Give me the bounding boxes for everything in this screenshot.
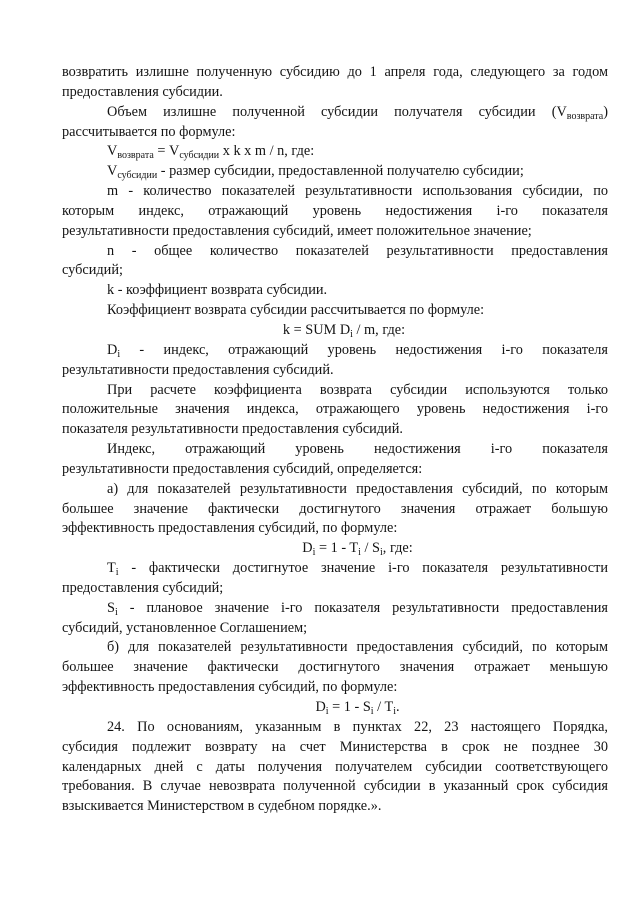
paragraph — [62, 638, 608, 698]
text-run: V — [107, 143, 118, 160]
text-run: = 1 - T — [315, 540, 359, 557]
paragraph — [62, 162, 608, 182]
subscript: субсидии — [117, 170, 158, 182]
subscript: i — [325, 706, 329, 717]
subscript: субсидии — [179, 150, 220, 162]
text-line: субсидий; — [62, 262, 123, 279]
paragraph — [62, 341, 608, 381]
text-run: . — [395, 699, 400, 715]
text-line: Индекс, отражающий уровень недостижения i-го показателя — [107, 441, 608, 458]
paragraph — [62, 480, 608, 540]
subscript: i — [393, 706, 396, 717]
text-line: большее значение фактически достигнутого значения отражает меньшую — [62, 659, 608, 676]
text-run: - размер субсидии, предоставленной получателю субсидии; — [157, 163, 524, 180]
formula-block — [62, 698, 608, 718]
subscript: i — [350, 328, 353, 340]
paragraph — [62, 718, 608, 817]
text-run: / S — [360, 540, 381, 557]
paragraph — [62, 182, 608, 242]
formula-block — [62, 539, 608, 559]
text-line: которым индекс, отражающий уровень недостижения i-го показателя — [62, 202, 608, 219]
text-line: m - количество показателей результативности использования субсидии, по — [107, 183, 608, 200]
formula — [62, 698, 608, 718]
document-page — [62, 63, 608, 817]
text-run: S — [107, 599, 115, 616]
paragraph — [62, 381, 608, 441]
text-line: эффективность предоставления субсидий, по формуле: — [62, 520, 398, 537]
paragraph — [62, 559, 608, 599]
text-run: V — [107, 163, 118, 180]
text-line: требования. В случае невозврата полученной субсидии в указанный срок субсидия — [62, 778, 608, 795]
text-line: 24. По основаниям, указанным в пунктах 22, 23 настоящего Порядка, — [107, 718, 608, 735]
text-run: / T — [373, 699, 394, 715]
subscript: i — [358, 547, 361, 559]
text-run: D — [107, 341, 118, 358]
subscript: i — [114, 606, 118, 618]
text-run: - индекс, отражающий уровень недостижения i-го показателя — [120, 341, 608, 358]
paragraph — [62, 63, 608, 103]
text-run: x k x m / n, где: — [219, 143, 315, 160]
text-line — [62, 599, 608, 619]
text-line: предоставления субсидий; — [62, 579, 224, 596]
text-line: результативности предоставления субсидий, определяется: — [62, 460, 423, 477]
text-run: = 1 - S — [328, 699, 371, 715]
text-run: = V — [153, 143, 180, 160]
text-line: n - общее количество показателей результативности предоставления — [107, 242, 608, 259]
text-run: , где: — [382, 540, 413, 557]
formula — [62, 321, 608, 341]
text-run: D — [302, 540, 313, 557]
subscript: i — [117, 348, 121, 360]
text-line: При расчете коэффициента возврата субсидии используются только — [107, 381, 608, 398]
text-line — [62, 559, 608, 579]
text-run: D — [315, 699, 326, 715]
subscript: возврата — [566, 110, 604, 122]
text-line: субсидий, установленное Соглашением; — [62, 619, 308, 636]
text-line: Коэффициент возврата субсидии рассчитывается по формуле: — [107, 302, 485, 319]
text-run: - плановое значение i-го показателя результативности предоставления — [117, 599, 608, 616]
formula — [62, 142, 608, 162]
text-run: / m, где: — [352, 321, 406, 338]
text-run: ) — [603, 103, 608, 120]
text-run: k = SUM D — [282, 321, 351, 338]
text-line: б) для показателей результативности предоставления субсидий, по которым — [107, 639, 608, 656]
paragraph — [62, 440, 608, 480]
subscript: возврата — [117, 150, 154, 162]
paragraph — [62, 301, 608, 321]
text-line: большее значение фактически достигнутого значения отражает большую — [62, 500, 608, 517]
paragraph — [62, 103, 608, 143]
text-line: эффективность предоставления субсидий, по формуле: — [62, 679, 398, 696]
formula — [62, 539, 608, 559]
text-run: - фактически достигнутое значение i-го показателя результативности — [118, 560, 608, 577]
text-line — [62, 103, 608, 123]
subscript: i — [370, 706, 374, 717]
text-line: рассчитывается по формуле: — [62, 123, 236, 140]
text-run: Объем излишне полученной субсидии получателя субсидии (V — [107, 103, 567, 120]
subscript: i — [115, 567, 119, 579]
subscript: i — [312, 547, 316, 559]
text-line: положительные значения индекса, отражающего уровень недостижения i-го — [62, 401, 608, 418]
text-line: результативности предоставления субсидий. — [62, 361, 334, 378]
text-line: а) для показателей результативности предоставления субсидий, по которым — [107, 480, 608, 497]
text-line: результативности предоставления субсидий, имеет положительное значение; — [62, 222, 532, 239]
text-line: взыскивается Министерством в судебном порядке.». — [62, 798, 382, 815]
subscript: i — [380, 547, 383, 559]
text-line — [62, 341, 608, 361]
paragraph — [62, 281, 608, 301]
formula-block — [62, 321, 608, 341]
text-line: предоставления субсидии. — [62, 83, 223, 100]
text-line: возвратить излишне полученную субсидию до 1 апреля года, следующего за годом — [62, 64, 608, 80]
paragraph — [62, 599, 608, 639]
text-line: субсидия подлежит возврату на счет Министерства в срок не позднее 30 — [62, 738, 608, 755]
formula-block — [62, 142, 608, 162]
text-line: k - коэффициент возврата субсидии. — [107, 282, 328, 299]
text-run: T — [107, 560, 116, 577]
paragraph — [62, 242, 608, 282]
text-line: календарных дней с даты получения получателем субсидии соответствующего — [62, 758, 608, 775]
text-line: показателя результативности предоставления субсидий. — [62, 421, 403, 438]
text-line — [62, 162, 608, 182]
